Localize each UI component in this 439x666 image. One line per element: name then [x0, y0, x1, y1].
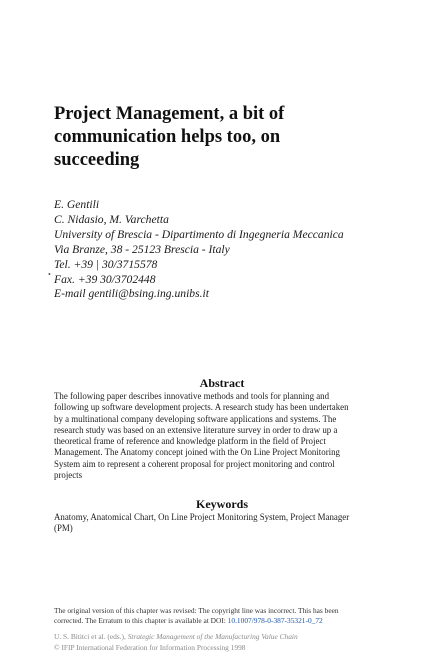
citation-line: [54, 632, 414, 643]
abstract-heading: Abstract: [199, 376, 245, 390]
abstract-line: by a multinational company developing software applications and systems. The: [54, 413, 337, 424]
telephone: Tel. +39 | 30/3715578: [54, 257, 158, 271]
book-title: Strategic Management of the Manufacturing Value Chain: [127, 632, 298, 641]
abstract-line: Management. The Anatomy concept joined with the On Line Project Monitoring: [54, 447, 340, 458]
paper-title: [54, 103, 394, 172]
abstract-line: following up software development projects. A research study has been undertaken: [54, 402, 349, 413]
author-block: [54, 198, 424, 302]
keywords-heading: Keywords: [196, 497, 248, 511]
abstract-line: The following paper describes innovative methods and tools for planning and: [54, 391, 330, 401]
margin-bullet: •: [48, 270, 51, 279]
author-names: C. Nidasio, M. Varchetta: [54, 212, 169, 226]
keywords-body: [54, 512, 390, 535]
title-line: Project Management, a bit of: [54, 104, 285, 124]
chapter-credits: [54, 632, 414, 653]
doi-link[interactable]: 10.1007/978-0-387-35321-0_72: [227, 616, 323, 625]
revision-note-line: [54, 616, 404, 626]
abstract-line: System aim to represent a coherent proposal for project monitoring and control: [54, 458, 335, 469]
copyright-line: © IFIP International Federation for Information Processing 1998: [54, 642, 246, 652]
abstract-body: [54, 391, 390, 481]
title-line: communication helps too, on: [54, 127, 281, 147]
affiliation: University of Brescia - Dipartimento di Ingegneria Meccanica: [54, 227, 344, 241]
title-line: succeeding: [54, 150, 140, 170]
abstract-line: theoretical frame of reference and knowledge platform in the field of Project: [54, 436, 326, 447]
abstract-line: projects: [54, 470, 83, 481]
revision-note: [54, 606, 404, 626]
keywords-line: (PM): [54, 523, 73, 534]
fax: Fax. +39 30/3702448: [54, 272, 156, 286]
email: E-mail gentili@bsing.ing.unibs.it: [54, 287, 209, 301]
revision-note-prefix: corrected. The Erratum to this chapter is available at DOI:: [54, 616, 228, 625]
abstract-line: research study was based on an extensive literature survey in order to draw up a: [54, 424, 338, 435]
keywords-line: Anatomy, Anatomical Chart, On Line Project Monitoring System, Project Manager: [54, 512, 350, 522]
author-name: E. Gentili: [54, 198, 100, 211]
revision-note-line: The original version of this chapter was revised: The copyright line was incorrect. This has been: [54, 606, 339, 615]
editors-text: U. S. Bititci et al. (eds.),: [54, 632, 128, 641]
address: Via Branze, 38 - 25123 Brescia - Italy: [54, 242, 230, 256]
